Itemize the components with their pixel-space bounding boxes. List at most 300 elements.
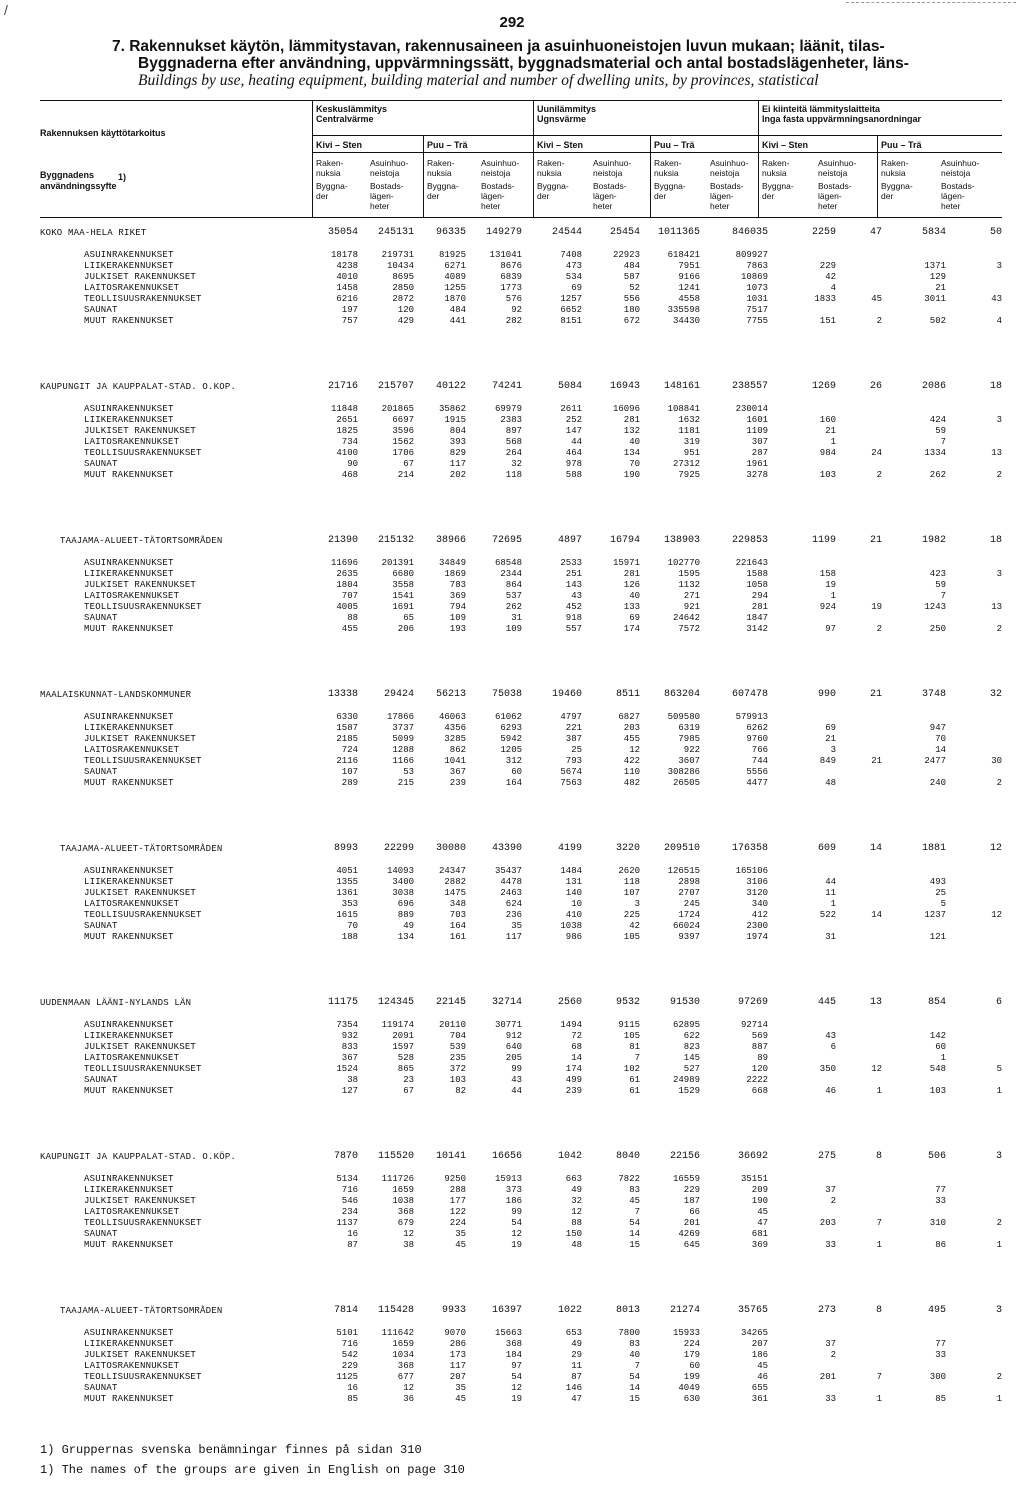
section-total-cell: 72695	[491, 535, 522, 546]
table-cell: 92714	[740, 1020, 768, 1030]
table-cell: 502	[929, 316, 946, 326]
table-row	[40, 1394, 1002, 1404]
table-cell: 49	[571, 1339, 582, 1349]
table-cell: 12	[511, 1229, 522, 1239]
table-cell: 26505	[672, 778, 700, 788]
table-cell: 921	[683, 602, 700, 612]
table-cell: 179	[683, 1350, 700, 1360]
table-cell: 42	[629, 921, 640, 931]
section-total-cell: 18	[989, 381, 1002, 392]
table-cell: 131	[565, 877, 582, 887]
table-cell: 387	[565, 734, 582, 744]
table-cell: 703	[449, 910, 466, 920]
table-cell: 43	[991, 294, 1002, 304]
table-row	[40, 1075, 1002, 1085]
table-cell: 8151	[560, 316, 582, 326]
section-total-cell: 18	[989, 535, 1002, 546]
table-cell: 145	[683, 1053, 700, 1063]
table-cell: 464	[565, 448, 582, 458]
section-row	[40, 1152, 1002, 1162]
table-cell: 4089	[444, 272, 466, 282]
table-cell: 32	[571, 1196, 582, 1206]
table-cell: 209	[751, 1185, 768, 1195]
table-cell: 53	[403, 767, 414, 777]
table-cell: 16	[347, 1229, 358, 1239]
table-cell: 947	[929, 723, 946, 733]
table-cell: 12	[871, 1064, 882, 1074]
section-total-cell: 14	[869, 843, 882, 854]
section-total-cell: 4199	[557, 843, 582, 854]
table-cell: 70	[629, 459, 640, 469]
table-cell: 147	[565, 426, 582, 436]
table-cell: 252	[565, 415, 582, 425]
table-cell: 537	[505, 591, 522, 601]
table-cell: 45	[455, 1394, 466, 1404]
table-cell: 335598	[667, 305, 700, 315]
table-cell: 862	[449, 745, 466, 755]
measure-buildings-fi: Raken- nuksia	[881, 158, 909, 178]
table-cell: 201865	[381, 404, 414, 414]
table-cell: 6697	[392, 415, 414, 425]
table-cell: 271	[683, 591, 700, 601]
table-cell: 1494	[560, 1020, 582, 1030]
table-cell: 262	[505, 602, 522, 612]
table-cell: 1181	[678, 426, 700, 436]
measure-buildings-sv: Byggna- der	[427, 181, 459, 201]
table-cell: 32	[511, 459, 522, 469]
measure-dwellings-sv: Bostads- lägen- heter	[818, 181, 852, 211]
table-cell: 4269	[678, 1229, 700, 1239]
table-cell: 33	[935, 1196, 946, 1206]
page-number: 292	[499, 14, 525, 31]
row-label: JULKISET RAKENNUKSET	[84, 1196, 197, 1206]
table-cell: 105	[623, 1031, 640, 1041]
table-cell: 3038	[392, 888, 414, 898]
section-total-cell: 22299	[383, 843, 414, 854]
section-total-cell: 1042	[557, 1151, 582, 1162]
table-cell: 1	[876, 1086, 882, 1096]
table-cell: 197	[341, 305, 358, 315]
table-cell: 38	[347, 1075, 358, 1085]
table-cell: 65	[403, 613, 414, 623]
table-cell: 4	[996, 316, 1002, 326]
material-stone-2: Kivi – Sten	[537, 140, 584, 150]
table-cell: 215	[397, 778, 414, 788]
section-total-cell: 148161	[663, 381, 700, 392]
table-cell: 21	[935, 283, 946, 293]
table-cell: 92	[511, 305, 522, 315]
row-label: LIIKERAKENNUKSET	[84, 723, 174, 733]
table-cell: 62895	[672, 1020, 700, 1030]
measure-buildings-fi: Raken- nuksia	[537, 158, 565, 178]
table-cell: 2635	[336, 569, 358, 579]
material-wood-1: Puu – Trä	[427, 140, 468, 150]
table-cell: 3607	[678, 756, 700, 766]
table-cell: 1587	[336, 723, 358, 733]
table-row	[40, 734, 1002, 744]
table-row	[40, 877, 1002, 887]
table-cell: 6652	[560, 305, 582, 315]
table-cell: 587	[623, 272, 640, 282]
section-total-cell: 21274	[669, 1305, 700, 1316]
section-total-cell: 11175	[327, 997, 358, 1008]
table-cell: 82	[455, 1086, 466, 1096]
title-english: Buildings by use, heating equipment, building material and number of dwelling units, by provinces, statistical	[138, 72, 819, 89]
table-cell: 312	[505, 756, 522, 766]
table-cell: 286	[449, 1339, 466, 1349]
table-cell: 1	[996, 1394, 1002, 1404]
table-cell: 45	[629, 1196, 640, 1206]
table-cell: 11848	[330, 404, 358, 414]
table-cell: 9115	[618, 1020, 640, 1030]
table-cell: 539	[449, 1042, 466, 1052]
table-cell: 833	[341, 1042, 358, 1052]
measure-dwellings-fi: Asuinhuo- neistoja	[941, 158, 980, 178]
table-cell: 54	[629, 1218, 640, 1228]
table-cell: 1371	[924, 261, 946, 271]
table-cell: 6216	[336, 294, 358, 304]
table-cell: 1288	[392, 745, 414, 755]
table-cell: 2300	[746, 921, 768, 931]
table-cell: 3285	[444, 734, 466, 744]
table-cell: 133	[623, 602, 640, 612]
table-cell: 9250	[444, 1174, 466, 1184]
table-cell: 340	[751, 899, 768, 909]
section-total-cell: 7814	[333, 1305, 358, 1316]
table-cell: 624	[505, 899, 522, 909]
table-cell: 66024	[672, 921, 700, 931]
table-cell: 630	[683, 1394, 700, 1404]
footnote-swedish: 1) Gruppernas svenska benämningar finnes på sidan 310	[40, 1443, 422, 1457]
table-cell: 1361	[336, 888, 358, 898]
table-cell: 119174	[381, 1020, 414, 1030]
row-label: ASUINRAKENNUKSET	[84, 404, 174, 414]
row-label: ASUINRAKENNUKSET	[84, 712, 174, 722]
section-total-cell: 215132	[377, 535, 414, 546]
table-cell: 2463	[500, 888, 522, 898]
table-cell: 9760	[746, 734, 768, 744]
table-cell: 1109	[746, 426, 768, 436]
table-cell: 1588	[746, 569, 768, 579]
section-total-cell: 3748	[921, 689, 946, 700]
section-label: KAUPUNGIT JA KAUPPALAT-STAD. O.KOP.	[40, 382, 237, 392]
table-cell: 199	[683, 1372, 700, 1382]
table-cell: 146	[565, 1383, 582, 1393]
section-total-cell: 245131	[377, 227, 414, 238]
table-cell: 111642	[381, 1328, 414, 1338]
table-cell: 38	[403, 1240, 414, 1250]
table-cell: 3596	[392, 426, 414, 436]
table-cell: 70	[935, 734, 946, 744]
section-total-cell: 32	[989, 689, 1002, 700]
table-cell: 61	[629, 1075, 640, 1085]
row-label: TEOLLISUUSRAKENNUKSET	[84, 448, 202, 458]
section-label: TAAJAMA-ALUEET-TÄTORTSOMRÅDEN	[60, 844, 223, 854]
table-cell: 43	[571, 591, 582, 601]
table-cell: 288	[449, 1185, 466, 1195]
table-cell: 1	[830, 591, 836, 601]
table-cell: 15933	[672, 1328, 700, 1338]
table-cell: 6839	[500, 272, 522, 282]
table-cell: 281	[623, 569, 640, 579]
table-cell: 107	[623, 888, 640, 898]
table-cell: 865	[397, 1064, 414, 1074]
section-total-cell: 138903	[663, 535, 700, 546]
table-cell: 744	[751, 756, 768, 766]
measure-dwellings-sv: Bostads- lägen- heter	[593, 181, 627, 211]
footnote-english: 1) The names of the groups are given in English on page 310	[40, 1463, 465, 1477]
section-total-cell: 1269	[811, 381, 836, 392]
table-cell: 3011	[924, 294, 946, 304]
table-row	[40, 437, 1002, 447]
table-cell: 2	[876, 316, 882, 326]
table-cell: 68548	[494, 558, 522, 568]
section-total-cell: 47	[869, 227, 882, 238]
table-cell: 696	[397, 899, 414, 909]
row-label: MUUT RAKENNUKSET	[84, 932, 174, 942]
section-total-cell: 24544	[551, 227, 582, 238]
measure-dwellings-sv: Bostads- lägen- heter	[710, 181, 744, 211]
table-cell: 19	[511, 1394, 522, 1404]
table-cell: 45	[757, 1361, 768, 1371]
table-cell: 49	[571, 1185, 582, 1195]
table-cell: 4238	[336, 261, 358, 271]
table-cell: 677	[397, 1372, 414, 1382]
table-cell: 3120	[746, 888, 768, 898]
row-label: LAITOSRAKENNUKSET	[84, 1207, 180, 1217]
table-cell: 557	[565, 624, 582, 634]
table-cell: 46	[825, 1086, 836, 1096]
table-cell: 1	[876, 1240, 882, 1250]
table-cell: 229	[683, 1185, 700, 1195]
table-row	[40, 712, 1002, 722]
row-label: LAITOSRAKENNUKSET	[84, 899, 180, 909]
table-cell: 3	[996, 415, 1002, 425]
table-cell: 9166	[678, 272, 700, 282]
table-cell: 118	[505, 470, 522, 480]
table-cell: 33	[825, 1394, 836, 1404]
title-swedish: Byggnaderna efter användning, uppvärmningssätt, byggnadsmaterial och antal bostadslägenheter, läns-	[138, 55, 909, 72]
table-cell: 3737	[392, 723, 414, 733]
table-cell: 8676	[500, 261, 522, 271]
table-cell: 282	[505, 316, 522, 326]
table-cell: 239	[565, 1086, 582, 1096]
table-cell: 126	[623, 580, 640, 590]
row-label: TEOLLISUUSRAKENNUKSET	[84, 602, 202, 612]
table-cell: 111726	[381, 1174, 414, 1184]
table-cell: 1034	[392, 1350, 414, 1360]
table-row	[40, 602, 1002, 612]
table-cell: 3400	[392, 877, 414, 887]
section-total-cell: 16943	[609, 381, 640, 392]
table-cell: 240	[929, 778, 946, 788]
table-cell: 7755	[746, 316, 768, 326]
table-cell: 134	[623, 448, 640, 458]
section-total-cell: 1011365	[657, 227, 700, 238]
table-cell: 131041	[489, 250, 522, 260]
table-cell: 54	[511, 1218, 522, 1228]
table-row	[40, 1372, 1002, 1382]
table-cell: 174	[623, 624, 640, 634]
stub-label-swedish: Byggnadens användningssyfte	[40, 170, 117, 191]
table-cell: 1825	[336, 426, 358, 436]
table-cell: 353	[341, 899, 358, 909]
header-divider	[423, 135, 424, 217]
measure-buildings-sv: Byggna- der	[654, 181, 686, 201]
table-cell: 951	[683, 448, 700, 458]
table-cell: 201	[819, 1372, 836, 1382]
row-label: LIIKERAKENNUKSET	[84, 1339, 174, 1349]
section-total-cell: 124345	[377, 997, 414, 1008]
table-cell: 174	[565, 1064, 582, 1074]
table-cell: 484	[623, 261, 640, 271]
table-cell: 655	[751, 1383, 768, 1393]
table-cell: 132	[623, 426, 640, 436]
table-cell: 219731	[381, 250, 414, 260]
table-cell: 1	[876, 1394, 882, 1404]
row-label: SAUNAT	[84, 613, 118, 623]
table-cell: 361	[751, 1394, 768, 1404]
row-label: MUUT RAKENNUKSET	[84, 1240, 174, 1250]
table-cell: 922	[683, 745, 700, 755]
table-cell: 368	[505, 1339, 522, 1349]
table-row	[40, 624, 1002, 634]
table-cell: 7517	[746, 305, 768, 315]
section-total-cell: 229853	[731, 535, 768, 546]
table-cell: 10434	[386, 261, 414, 271]
row-label: JULKISET RAKENNUKSET	[84, 1042, 197, 1052]
table-cell: 307	[751, 437, 768, 447]
header-mid-rule	[312, 135, 1002, 136]
row-label: MUUT RAKENNUKSET	[84, 470, 174, 480]
table-cell: 47	[571, 1394, 582, 1404]
table-cell: 77	[935, 1185, 946, 1195]
section-label: KOKO MAA-HELA RIKET	[40, 228, 147, 238]
table-cell: 29	[571, 1350, 582, 1360]
table-cell: 588	[565, 470, 582, 480]
table-cell: 229	[341, 1361, 358, 1371]
table-cell: 35	[455, 1229, 466, 1239]
table-cell: 87	[571, 1372, 582, 1382]
table-cell: 24347	[438, 866, 466, 876]
table-cell: 2	[996, 1218, 1002, 1228]
table-cell: 829	[449, 448, 466, 458]
section-total-cell: 56213	[435, 689, 466, 700]
table-cell: 2	[996, 470, 1002, 480]
table-cell: 4478	[500, 877, 522, 887]
row-label: SAUNAT	[84, 305, 118, 315]
table-row	[40, 756, 1002, 766]
table-cell: 15	[629, 1240, 640, 1250]
section-row	[40, 228, 1002, 238]
table-cell: 103	[819, 470, 836, 480]
table-row	[40, 899, 1002, 909]
table-cell: 3558	[392, 580, 414, 590]
table-cell: 37	[825, 1339, 836, 1349]
table-row	[40, 1229, 1002, 1239]
table-cell: 109	[505, 624, 522, 634]
section-total-cell: 8	[875, 1305, 882, 1316]
section-total-cell: 8	[875, 1151, 882, 1162]
section-total-cell: 40122	[435, 381, 466, 392]
table-cell: 1615	[336, 910, 358, 920]
table-cell: 546	[341, 1196, 358, 1206]
measure-buildings-sv: Byggna- der	[537, 181, 569, 201]
row-label: LAITOSRAKENNUKSET	[84, 437, 180, 447]
table-cell: 33	[825, 1240, 836, 1250]
table-cell: 350	[819, 1064, 836, 1074]
table-cell: 509580	[667, 712, 700, 722]
row-label: ASUINRAKENNUKSET	[84, 558, 174, 568]
table-cell: 16559	[672, 1174, 700, 1184]
table-row	[40, 261, 1002, 271]
table-cell: 134	[397, 932, 414, 942]
table-cell: 13	[991, 602, 1002, 612]
section-total-cell: 16656	[491, 1151, 522, 1162]
table-cell: 4797	[560, 712, 582, 722]
table-cell: 18178	[330, 250, 358, 260]
table-cell: 158	[819, 569, 836, 579]
stub-footnote-mark: 1)	[118, 172, 127, 182]
row-label: TEOLLISUUSRAKENNUKSET	[84, 1218, 202, 1228]
table-cell: 40	[629, 1350, 640, 1360]
table-cell: 6330	[336, 712, 358, 722]
table-cell: 1	[996, 1240, 1002, 1250]
table-cell: 35	[511, 921, 522, 931]
row-label: LIIKERAKENNUKSET	[84, 1031, 174, 1041]
row-label: TEOLLISUUSRAKENNUKSET	[84, 1064, 202, 1074]
table-cell: 542	[341, 1350, 358, 1360]
table-cell: 912	[505, 1031, 522, 1041]
table-row	[40, 1240, 1002, 1250]
table-cell: 34849	[438, 558, 466, 568]
row-label: MUUT RAKENNUKSET	[84, 624, 174, 634]
table-cell: 522	[819, 910, 836, 920]
section-total-cell: 5084	[557, 381, 582, 392]
table-cell: 7	[634, 1207, 640, 1217]
section-total-cell: 115428	[377, 1305, 414, 1316]
table-cell: 4010	[336, 272, 358, 282]
section-total-cell: 607478	[731, 689, 768, 700]
section-total-cell: 1982	[921, 535, 946, 546]
table-cell: 12	[991, 910, 1002, 920]
table-cell: 2707	[678, 888, 700, 898]
table-cell: 716	[341, 1185, 358, 1195]
table-cell: 287	[751, 448, 768, 458]
table-cell: 186	[751, 1350, 768, 1360]
table-cell: 236	[505, 910, 522, 920]
section-total-cell: 19460	[551, 689, 582, 700]
table-cell: 1031	[746, 294, 768, 304]
table-cell: 2	[876, 624, 882, 634]
table-cell: 34430	[672, 316, 700, 326]
row-label: SAUNAT	[84, 1075, 118, 1085]
measure-buildings-fi: Raken- nuksia	[762, 158, 790, 178]
table-row	[40, 316, 1002, 326]
section-total-cell: 2259	[811, 227, 836, 238]
table-cell: 251	[565, 569, 582, 579]
header-bottom-rule	[40, 217, 1002, 218]
table-cell: 482	[623, 778, 640, 788]
table-cell: 81	[629, 1042, 640, 1052]
table-cell: 2620	[618, 866, 640, 876]
table-cell: 1601	[746, 415, 768, 425]
table-cell: 473	[565, 261, 582, 271]
table-cell: 757	[341, 316, 358, 326]
table-cell: 60	[935, 1042, 946, 1052]
table-cell: 88	[347, 613, 358, 623]
table-cell: 67	[403, 459, 414, 469]
